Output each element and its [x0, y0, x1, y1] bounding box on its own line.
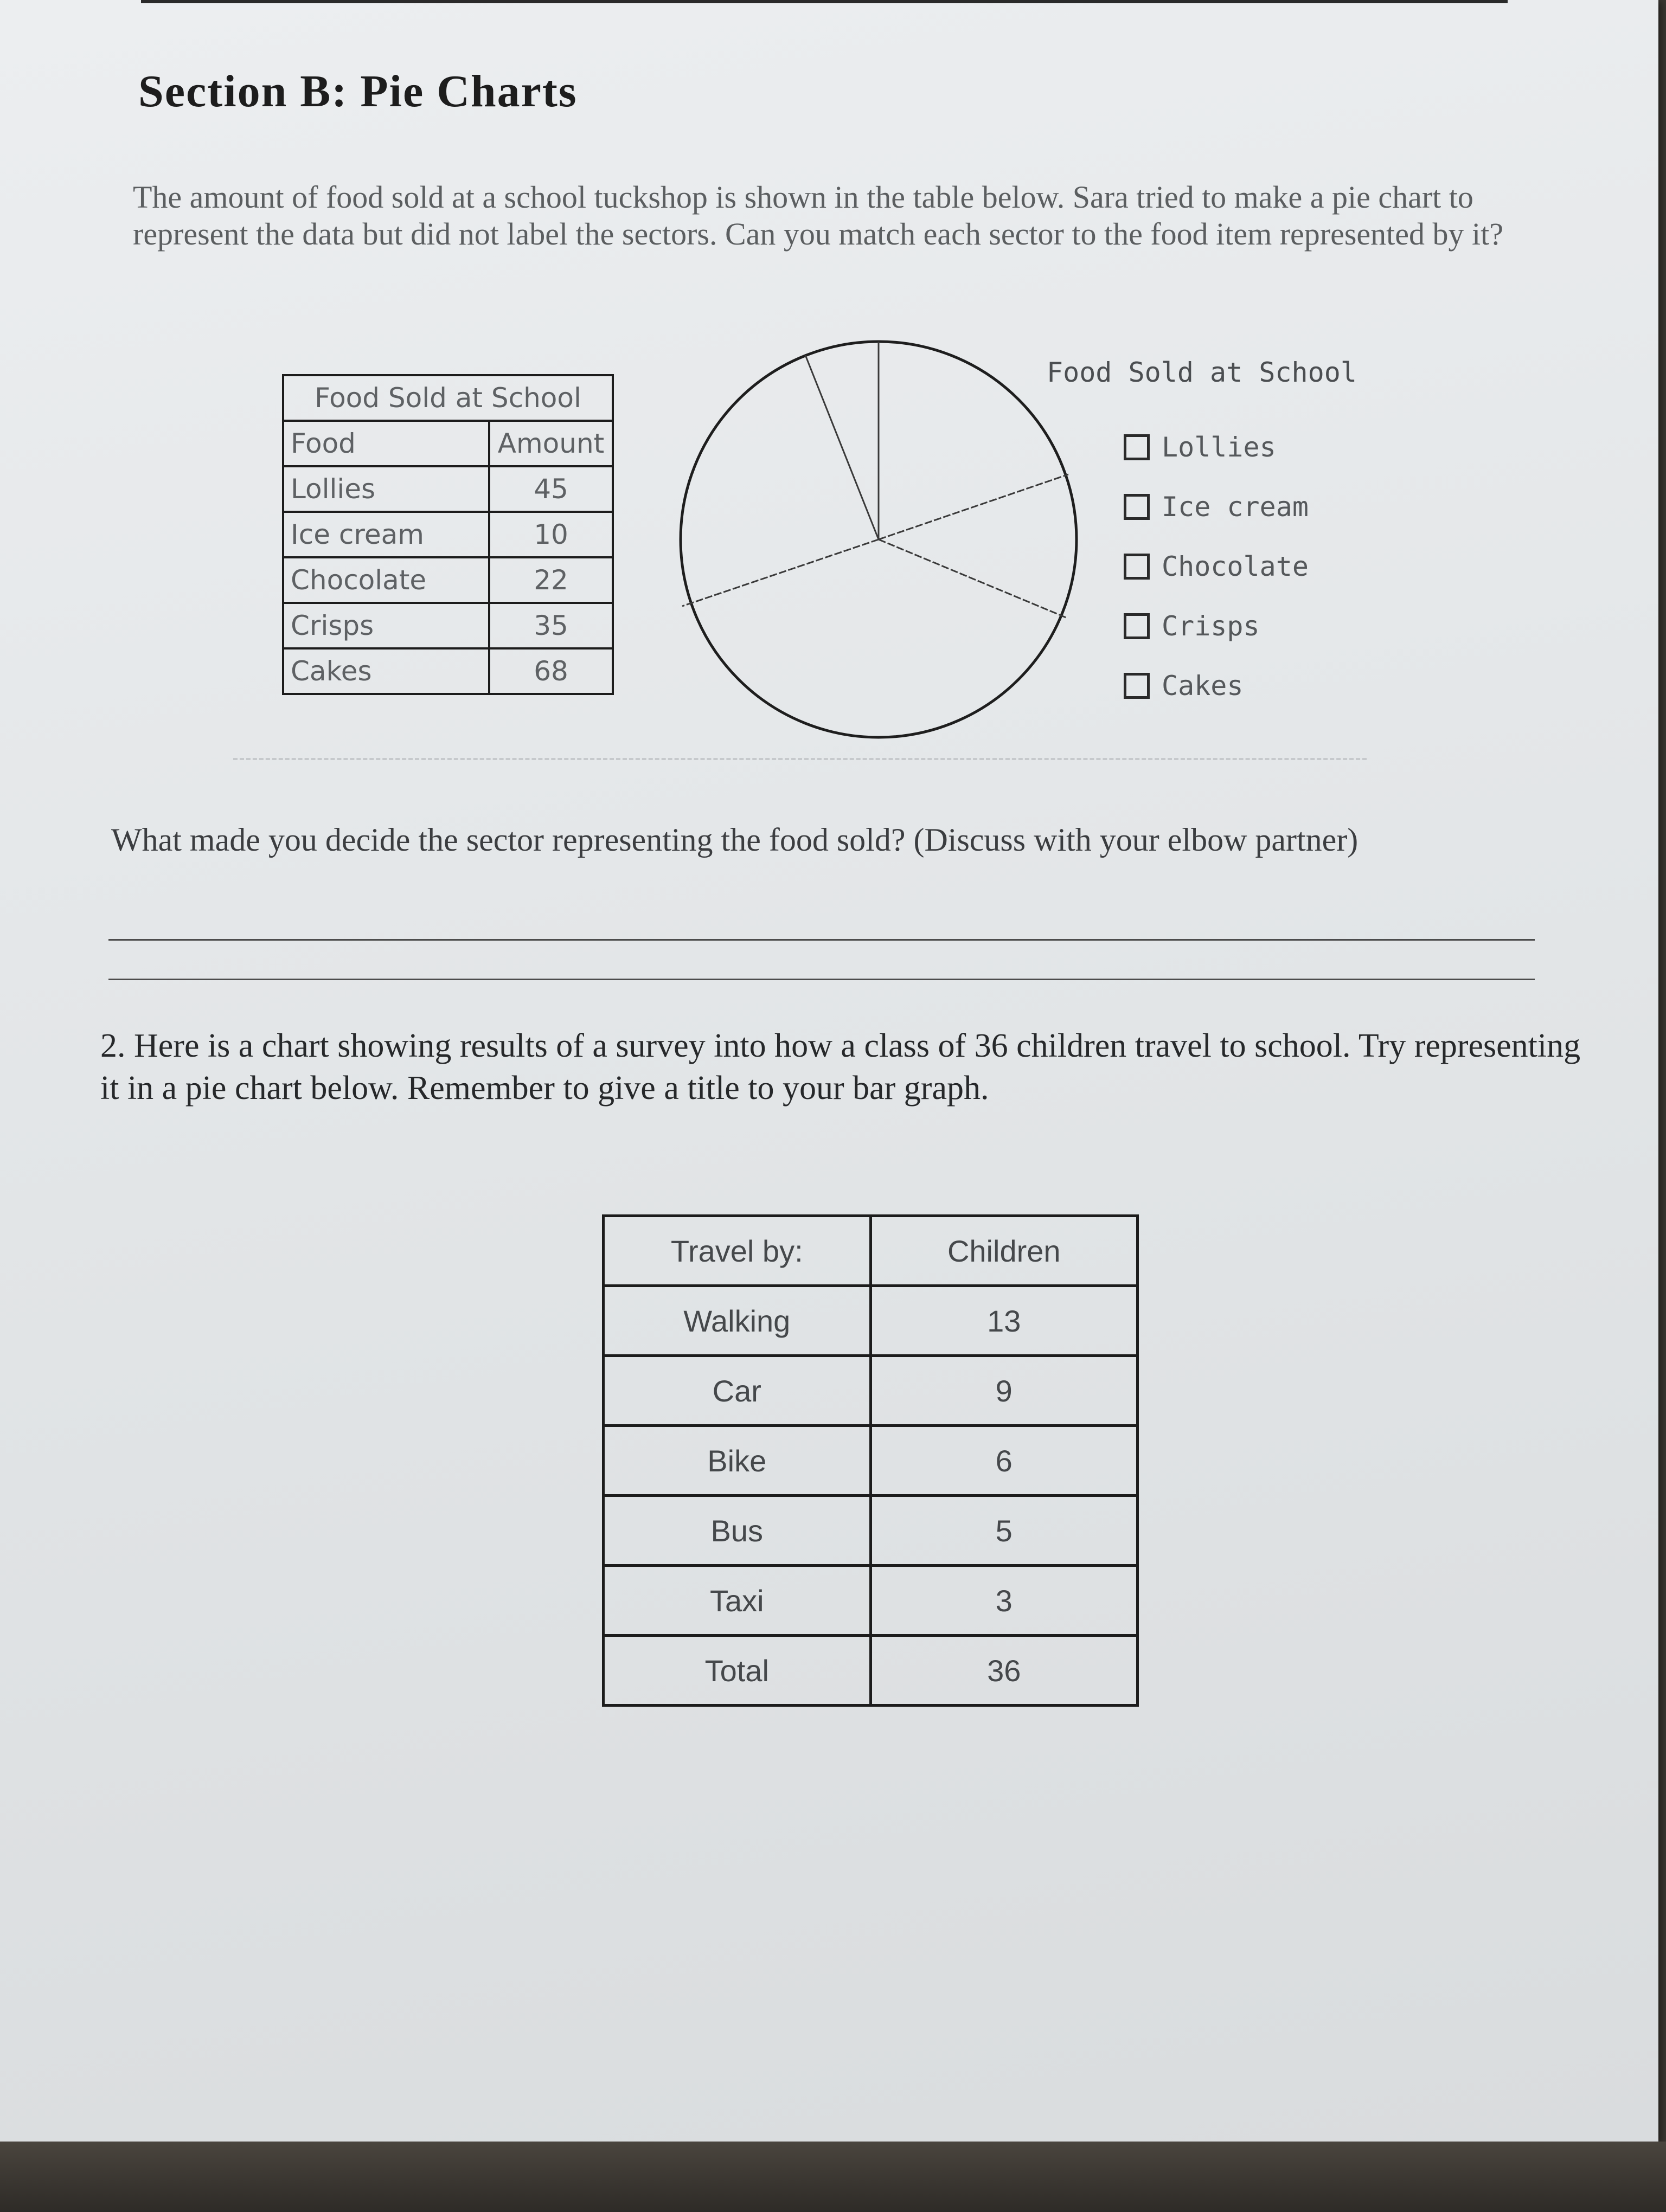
- unlabeled-pie-chart: [672, 336, 1095, 759]
- table-row: [283, 603, 613, 648]
- legend-item: [1124, 656, 1309, 716]
- table-row: [604, 1426, 1138, 1496]
- amount-cell: 10: [489, 512, 613, 557]
- table-row: [604, 1496, 1138, 1566]
- table-header-row: [604, 1216, 1138, 1286]
- legend-item: [1124, 477, 1309, 537]
- food-cell: Cakes: [283, 648, 489, 694]
- column-header-food: Food: [283, 421, 489, 466]
- legend-item: [1124, 596, 1309, 656]
- mode-cell: Taxi: [604, 1566, 871, 1636]
- legend-label: Chocolate: [1162, 551, 1309, 582]
- children-cell: 13: [870, 1286, 1138, 1356]
- sector-line: [805, 355, 879, 539]
- children-cell: 9: [870, 1356, 1138, 1426]
- question-2: 2. Here is a chart showing results of a survey into how a class of 36 children travel to school. Try representing it in a pie chart below. Remember to give a title to your bar graph.: [100, 1027, 1581, 1107]
- section-title: Section B: Pie Charts: [138, 66, 578, 117]
- sector-line: [879, 474, 1068, 539]
- table-row: [604, 1286, 1138, 1356]
- legend-label: Ice cream: [1162, 491, 1309, 523]
- mode-cell: Car: [604, 1356, 871, 1426]
- amount-cell: 35: [489, 603, 613, 648]
- column-header-travel: Travel by:: [604, 1216, 871, 1286]
- children-cell: 3: [870, 1566, 1138, 1636]
- checkbox-ice-cream[interactable]: [1124, 494, 1150, 520]
- food-cell: Chocolate: [283, 557, 489, 603]
- table-caption-row: [283, 375, 613, 421]
- answer-line[interactable]: [108, 979, 1535, 980]
- legend-label: Lollies: [1162, 432, 1276, 463]
- top-rule: [141, 0, 1508, 3]
- table-caption: Food Sold at School: [283, 375, 613, 421]
- checkbox-chocolate[interactable]: [1124, 554, 1150, 580]
- children-cell: 36: [870, 1636, 1138, 1706]
- table-row: [283, 466, 613, 512]
- food-table: [282, 374, 614, 695]
- table-row-total: [604, 1636, 1138, 1706]
- question-1: What made you decide the sector representing the food sold? (Discuss with your elbow partner): [111, 822, 1359, 858]
- legend-title: Food Sold at School: [1047, 357, 1357, 388]
- table-surface-background: [0, 2142, 1666, 2212]
- legend-item: [1124, 417, 1309, 477]
- table-row: [604, 1566, 1138, 1636]
- faint-dashed-divider: [233, 758, 1367, 760]
- legend-label: Cakes: [1162, 670, 1244, 702]
- table-header-row: [283, 421, 613, 466]
- table-row: [283, 648, 613, 694]
- legend-label: Crisps: [1162, 610, 1260, 642]
- checkbox-cakes[interactable]: [1124, 673, 1150, 699]
- travel-table: [602, 1214, 1139, 1707]
- legend-item: [1124, 537, 1309, 596]
- sector-line: [879, 539, 1067, 618]
- food-cell: Crisps: [283, 603, 489, 648]
- column-header-amount: Amount: [489, 421, 613, 466]
- mode-cell: Bike: [604, 1426, 871, 1496]
- children-cell: 5: [870, 1496, 1138, 1566]
- amount-cell: 22: [489, 557, 613, 603]
- column-header-children: Children: [870, 1216, 1138, 1286]
- table-row: [283, 512, 613, 557]
- intro-paragraph: The amount of food sold at a school tuckshop is shown in the table below. Sara tried to make a pie chart to represent the data but did not label the sectors. Can you match each sector to the food item represented by it?: [133, 179, 1503, 252]
- sector-line: [682, 539, 879, 606]
- mode-cell: Walking: [604, 1286, 871, 1356]
- mode-cell: Bus: [604, 1496, 871, 1566]
- pie-legend: [1124, 417, 1309, 716]
- children-cell: 6: [870, 1426, 1138, 1496]
- food-cell: Lollies: [283, 466, 489, 512]
- table-row: [283, 557, 613, 603]
- answer-line[interactable]: [108, 939, 1535, 941]
- checkbox-lollies[interactable]: [1124, 434, 1150, 460]
- checkbox-crisps[interactable]: [1124, 613, 1150, 639]
- table-row: [604, 1356, 1138, 1426]
- amount-cell: 68: [489, 648, 613, 694]
- mode-cell: Total: [604, 1636, 871, 1706]
- food-cell: Ice cream: [283, 512, 489, 557]
- amount-cell: 45: [489, 466, 613, 512]
